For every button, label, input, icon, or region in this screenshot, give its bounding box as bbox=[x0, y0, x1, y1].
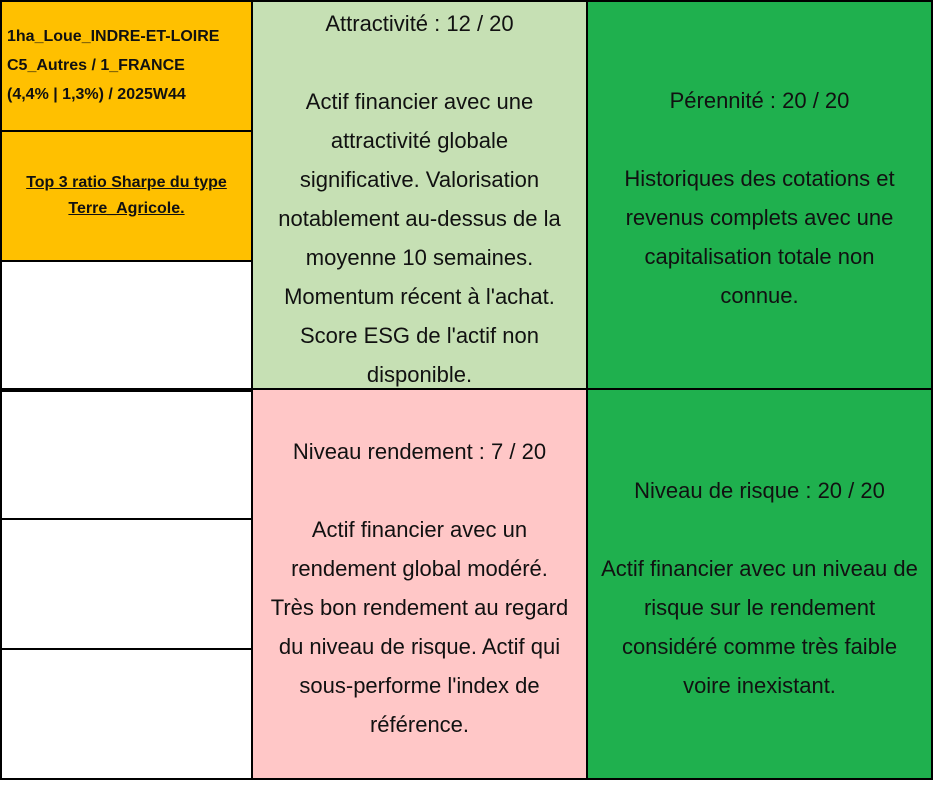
sharpe-ranking-line-2: Terre_Agricole. bbox=[68, 200, 185, 217]
risque-cell bbox=[586, 388, 933, 780]
attractivite-cell bbox=[251, 0, 588, 390]
perennite-line: revenus complets avec une bbox=[625, 205, 894, 230]
risque-line: risque sur le rendement bbox=[643, 595, 876, 620]
risque-line: considéré comme très faible bbox=[621, 634, 898, 659]
sharpe-ranking-line-1: Top 3 ratio Sharpe du type bbox=[26, 174, 227, 191]
attractivite-line: disponible. bbox=[366, 362, 473, 387]
attractivite-line: Score ESG de l'actif non bbox=[300, 323, 539, 348]
rendement-line: Actif financier avec un bbox=[311, 517, 528, 542]
rendement-line: sous-performe l'index de bbox=[299, 673, 540, 698]
asset-identifier-cell bbox=[0, 0, 253, 132]
empty-cell bbox=[0, 390, 253, 520]
attractivite-line: Momentum récent à l'achat. bbox=[284, 284, 555, 309]
rendement-line: du niveau de risque. Actif qui bbox=[278, 634, 561, 659]
rendement-line: Très bon rendement au regard bbox=[270, 595, 569, 620]
attractivite-line: moyenne 10 semaines. bbox=[305, 245, 534, 270]
risque-title: Niveau de risque : 20 / 20 bbox=[634, 478, 885, 503]
perennite-line: capitalisation totale non bbox=[644, 244, 875, 269]
sharpe-ranking-cell bbox=[0, 130, 253, 262]
attractivite-line: Actif financier avec une bbox=[305, 89, 534, 114]
attractivite-line: notablement au-dessus de la bbox=[278, 206, 561, 231]
perennite-title: Pérennité : 20 / 20 bbox=[669, 88, 850, 113]
attractivite-title: Attractivité : 12 / 20 bbox=[325, 11, 514, 36]
perennite-line: connue. bbox=[720, 283, 799, 308]
rendement-line: rendement global modéré. bbox=[291, 556, 548, 581]
asset-name: 1ha_Loue_INDRE-ET-LOIRE bbox=[7, 28, 220, 45]
asset-category: C5_Autres / 1_FRANCE bbox=[7, 57, 185, 74]
rendement-title: Niveau rendement : 7 / 20 bbox=[292, 439, 547, 464]
empty-cell bbox=[0, 518, 253, 650]
empty-cell bbox=[0, 260, 253, 390]
attractivite-line: attractivité globale bbox=[330, 128, 509, 153]
empty-cell bbox=[0, 648, 253, 780]
risque-line: voire inexistant. bbox=[683, 673, 836, 698]
rendement-cell bbox=[251, 388, 588, 780]
asset-stats: (4,4% | 1,3%) / 2025W44 bbox=[7, 86, 186, 103]
risque-line: Actif financier avec un niveau de bbox=[601, 556, 918, 581]
perennite-cell bbox=[586, 0, 933, 390]
attractivite-line: significative. Valorisation bbox=[299, 167, 540, 192]
perennite-line: Historiques des cotations et bbox=[624, 166, 895, 191]
rendement-line: référence. bbox=[369, 712, 470, 737]
